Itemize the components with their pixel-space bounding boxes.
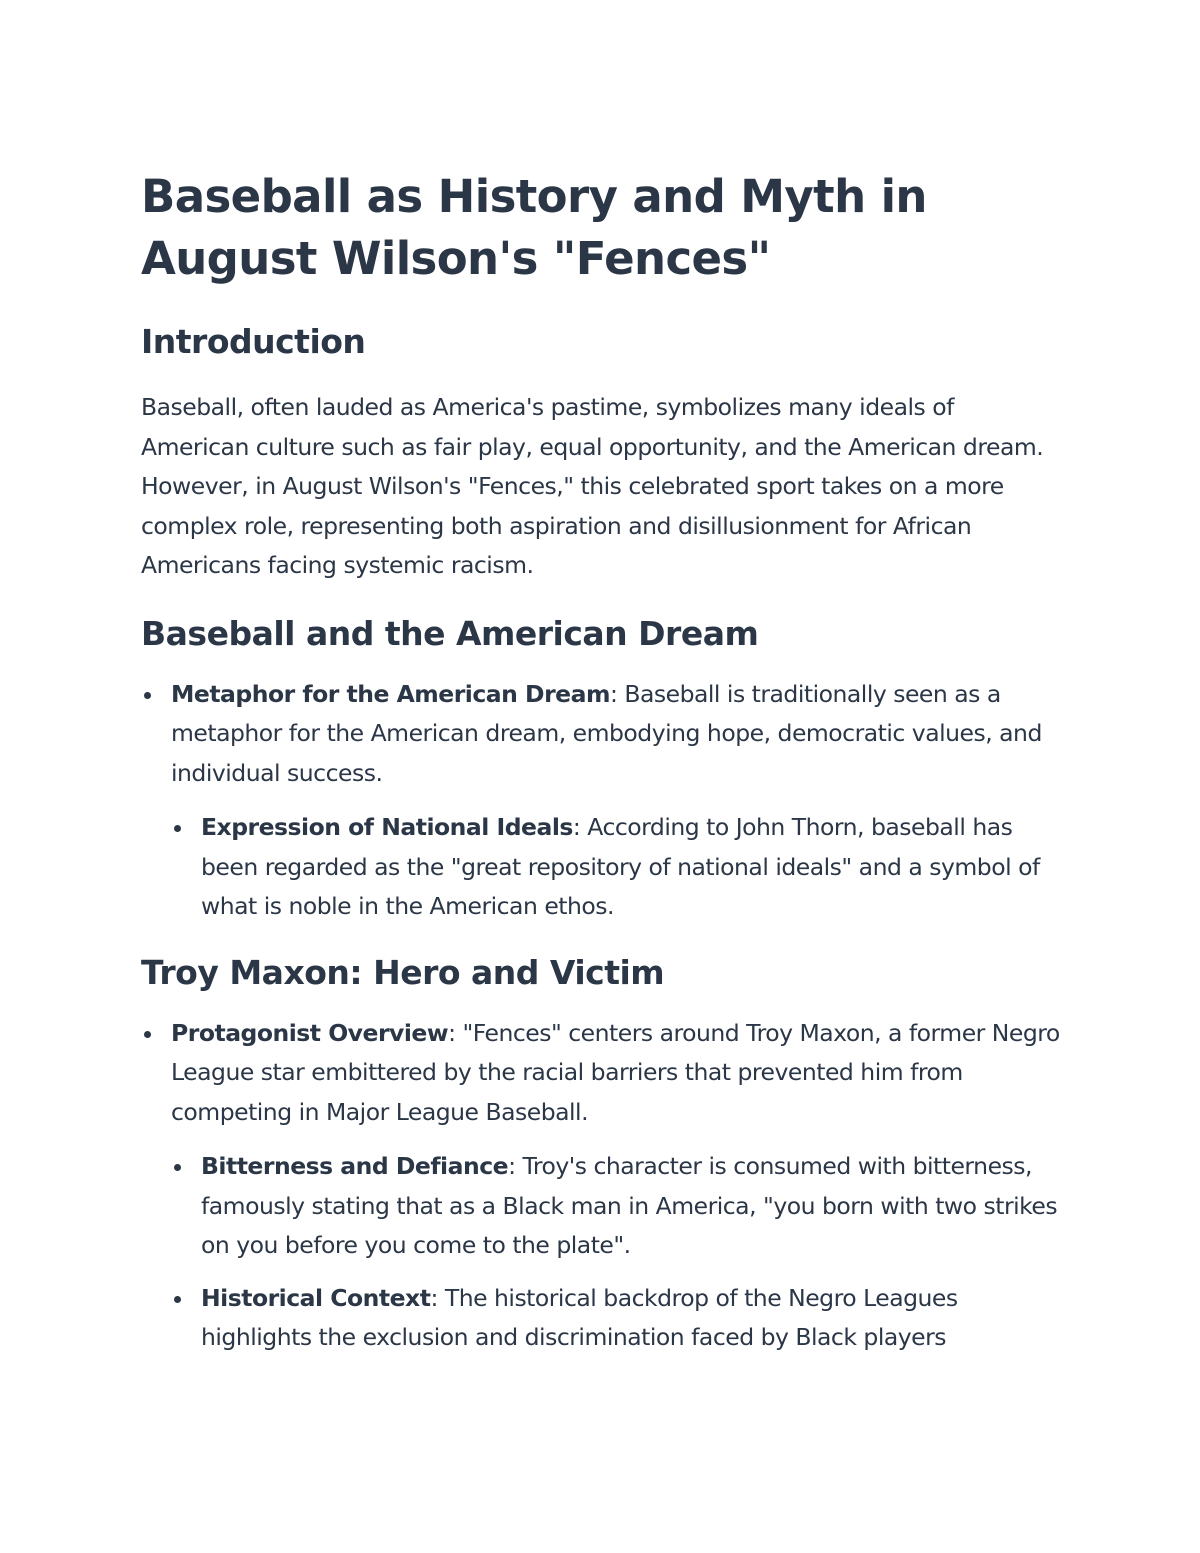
nested-bullet-list [171, 808, 1066, 927]
introduction-paragraph: Baseball, often lauded as America's pastime, symbolizes many ideals of American culture such as fair play, equal opportunity, and the American dream. However, in August Wilson's "Fences," this celebrated sport takes on a more complex role, representing both aspiration and disillusionment for African Americans facing systemic racism. [141, 393, 1044, 579]
list-item [171, 808, 1066, 927]
list-item [141, 675, 1066, 794]
document-title: Baseball as History and Myth in August Wilson's "Fences" [141, 170, 927, 285]
list-item-term: Metaphor for the American Dream [171, 679, 610, 708]
nested-bullet-list [171, 1147, 1066, 1358]
list-item-term: Protagonist Overview [171, 1018, 449, 1047]
section-heading-american-dream: Baseball and the American Dream [141, 613, 759, 653]
document-page [141, 166, 1066, 1358]
list-item-text: : Troy's character is consumed with bitterness, famously stating that as a Black man in America, "you born with two strikes on you before you come to the plate". [201, 1152, 1058, 1259]
list-item-term: Bitterness and Defiance [201, 1152, 509, 1180]
list-item-text: : "Fences" centers around Troy Maxon, a former Negro League star embittered by the racial barriers that prevented him from competing in Major League Baseball. [171, 1018, 1060, 1126]
list-item-text: : Baseball is traditionally seen as a metaphor for the American dream, embodying hope, democratic values, and individual success. [171, 679, 1042, 787]
list-item [171, 1147, 1066, 1266]
section-heading-troy-maxon: Troy Maxon: Hero and Victim [141, 952, 665, 992]
bullet-list [141, 1014, 1066, 1133]
list-item [141, 1014, 1066, 1133]
list-item [171, 1279, 1066, 1358]
section-heading-introduction: Introduction [141, 322, 366, 361]
bullet-list [141, 675, 1066, 794]
list-item-text: : According to John Thorn, baseball has been regarded as the "great repository of national ideals" and a symbol of what is noble in the American ethos. [201, 813, 1040, 920]
list-item-term: Historical Context [201, 1283, 431, 1312]
list-item-text: : The historical backdrop of the Negro Leagues highlights the exclusion and discrimination faced by Black players [201, 1283, 958, 1351]
list-item-term: Expression of National Ideals [201, 813, 573, 841]
